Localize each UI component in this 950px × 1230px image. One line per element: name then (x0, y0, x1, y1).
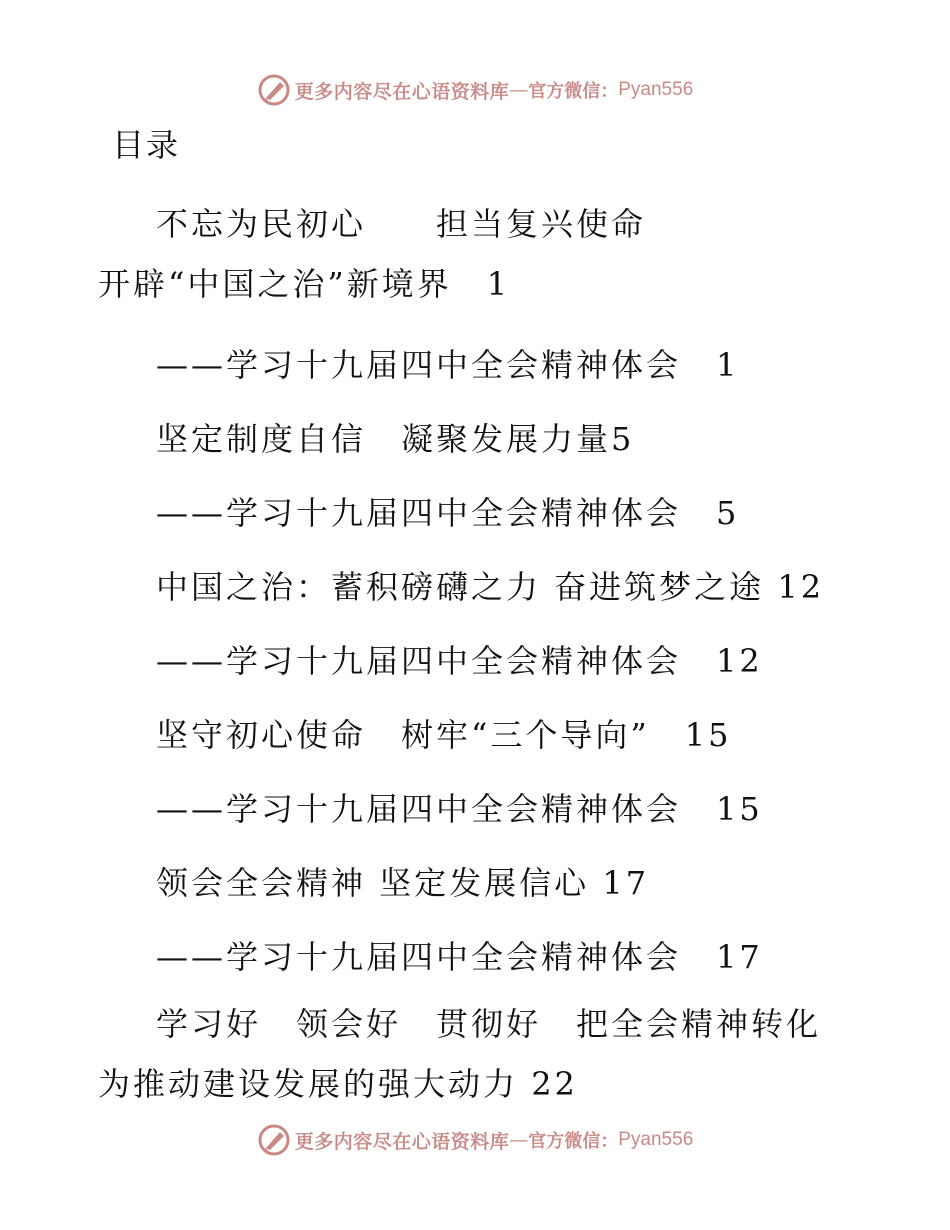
toc-entry-title: 不忘为民初心 担当复兴使命 开辟“中国之治”新境界 (98, 205, 822, 303)
toc-entry-title: ——学习十九届四中全会精神体会 (156, 790, 682, 828)
toc-entry-page: 17 (716, 938, 763, 976)
toc-entry[interactable] (98, 772, 838, 846)
watermark-separator: — (509, 1129, 529, 1151)
toc-title: 目录 (112, 126, 181, 164)
watermark-separator: — (509, 79, 529, 101)
toc-entry[interactable] (98, 476, 838, 550)
toc-entry-page: 17 (602, 864, 650, 902)
toc-entry[interactable] (98, 698, 838, 772)
toc-entry-page: 15 (716, 790, 763, 828)
toc-entry-title: 学习好 领会好 贯彻好 把全会精神转化为推动建设发展的强大动力 (98, 1005, 822, 1103)
watermark-text: 更多内容尽在心语资料库 (294, 1130, 510, 1153)
watermark-text: 更多内容尽在心语资料库 (294, 80, 510, 103)
pen-logo-icon (257, 73, 291, 107)
watermark-contact-label: 官方微信： (528, 1131, 619, 1152)
toc-entry-page: 5 (716, 494, 740, 532)
toc-entry[interactable] (98, 328, 838, 402)
watermark-contact-label: 官方微信： (528, 81, 619, 102)
watermark-banner-bottom (0, 1120, 950, 1160)
toc-entry[interactable] (98, 846, 838, 920)
toc-entry[interactable] (98, 920, 838, 994)
toc-entry-page: 22 (531, 1065, 578, 1103)
toc-entry[interactable] (98, 994, 838, 1114)
toc-entry[interactable] (98, 194, 838, 314)
watermark-banner-top (0, 70, 950, 110)
toc-entry-title: 领会全会精神 坚定发展信心 (156, 864, 590, 902)
toc-entry-page: 12 (777, 568, 825, 606)
toc-entry-page: 15 (684, 716, 732, 754)
toc-entry-page: 1 (486, 265, 511, 303)
toc-entry-title: 中国之治：蓄积磅礴之力 奋进筑梦之途 (156, 568, 765, 606)
toc-entry-title: ——学习十九届四中全会精神体会 (156, 346, 682, 384)
toc-entry-title: ——学习十九届四中全会精神体会 (156, 938, 682, 976)
toc-entry-title: 坚定制度自信 凝聚发展力量 (156, 420, 612, 458)
toc-entry[interactable] (98, 624, 838, 698)
pen-logo-icon (257, 1123, 291, 1157)
toc-entry-title: ——学习十九届四中全会精神体会 (156, 494, 682, 532)
toc-entry-title: ——学习十九届四中全会精神体会 (156, 642, 682, 680)
watermark-contact-id: Pyan556 (618, 79, 694, 100)
toc-entry-page: 1 (716, 346, 740, 384)
watermark-contact-id: Pyan556 (618, 1129, 694, 1150)
toc-entry[interactable] (98, 402, 838, 476)
toc-entry-title: 坚守初心使命 树牢“三个导向” (156, 716, 650, 754)
toc-entry[interactable] (98, 550, 838, 624)
table-of-contents (98, 194, 838, 1128)
toc-entry-page: 12 (716, 642, 763, 680)
toc-entry-page: 5 (611, 420, 635, 458)
